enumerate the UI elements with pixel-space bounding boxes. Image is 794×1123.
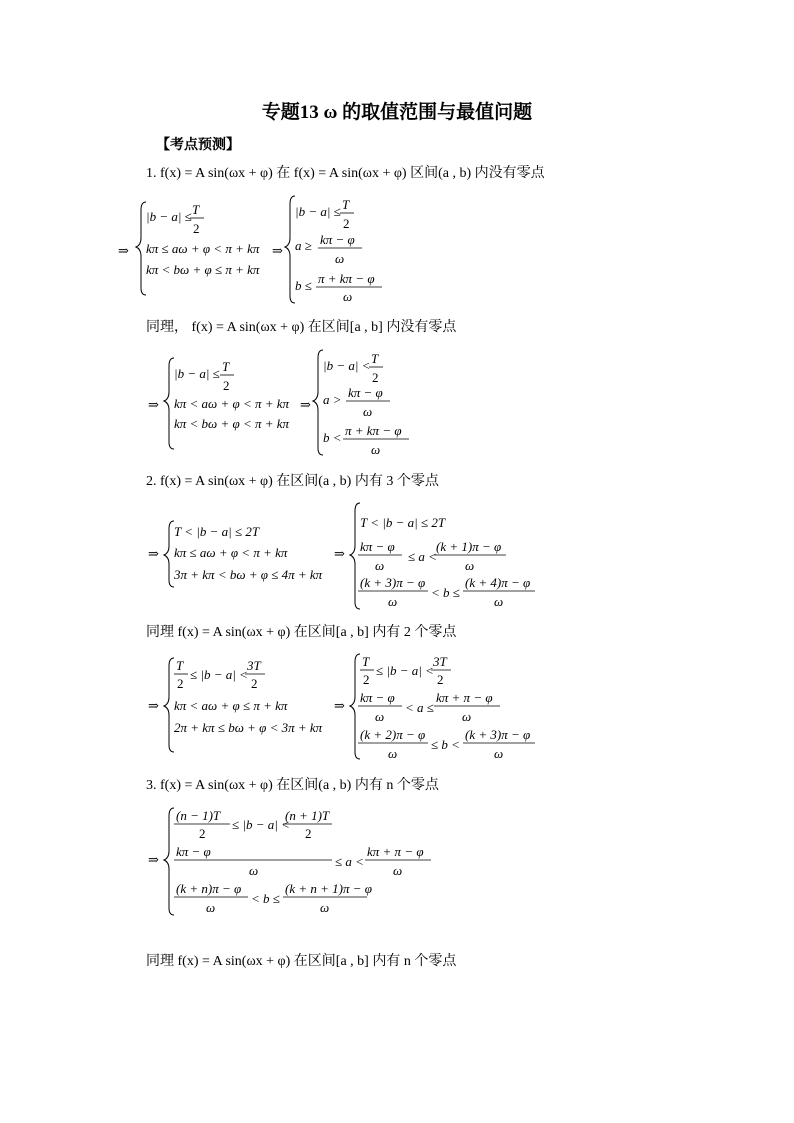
cond-abs-diff: |b − a| ≤ (295, 204, 341, 219)
frac-den-2: 2 (199, 826, 206, 841)
implies-arrow: ⇒ (334, 546, 345, 561)
frac-den-omega: ω (388, 594, 398, 609)
item-1-same-statement: 同理， f(x) = A sin(ωx + φ) 在区间[a , b] 内没有零点 (146, 320, 457, 335)
implies-arrow: ⇒ (148, 852, 159, 867)
frac-num-T: T (371, 351, 379, 366)
frac-num: (k + 3)π − φ (465, 727, 531, 742)
frac-den-omega: ω (462, 709, 472, 724)
b-bound: < b ≤ (251, 891, 280, 906)
frac-den-omega: ω (320, 900, 330, 915)
cond-a-range: kπ ≤ aω + φ < π + kπ (174, 545, 288, 560)
frac-num-3T: 3T (247, 658, 261, 673)
implies-arrow: ⇒ (148, 546, 159, 561)
implies-arrow: ⇒ (300, 397, 311, 412)
implies-arrow: ⇒ (272, 243, 283, 258)
b-bound: ≤ b < (431, 737, 460, 752)
b-bound: b ≤ (295, 278, 312, 293)
frac-num: (k + 1)π − φ (436, 539, 502, 554)
frac-num: (n + 1)T (285, 808, 330, 823)
cond-abs-diff: |b − a| < (323, 358, 371, 373)
left-brace (164, 808, 174, 915)
cond-abs-diff: T < |b − a| ≤ 2T (174, 524, 260, 539)
cond-a-range: kπ < aω + φ < π + kπ (174, 396, 290, 411)
item-2-same-statement: 同理 f(x) = A sin(ωx + φ) 在区间[a , b] 内有 2 个零点 (146, 625, 457, 640)
b-bound: b < (323, 430, 342, 445)
cond-abs-diff: ≤ |b − a| < (190, 667, 248, 682)
section-heading: 【考点预测】 (156, 138, 240, 153)
frac-den-omega: ω (494, 746, 504, 761)
frac-num-T: T (362, 654, 370, 669)
cond-abs-diff: |b − a| ≤ (146, 209, 192, 224)
frac-den-omega: ω (206, 900, 216, 915)
item-1-statement: 1. f(x) = A sin(ωx + φ) 在 f(x) = A sin(ωx + φ) 区间(a , b) 内没有零点 (146, 166, 545, 181)
cond-a-range: kπ < aω + φ ≤ π + kπ (174, 698, 288, 713)
frac-num: kπ + π − φ (436, 690, 493, 705)
frac-num-T: T (342, 197, 350, 212)
cond-abs-diff: ≤ |b − a| < (376, 663, 434, 678)
frac-num: kπ − φ (348, 385, 383, 400)
frac-num: (k + n)π − φ (176, 881, 242, 896)
frac-num-T: T (222, 359, 230, 374)
frac-den-omega: ω (465, 558, 475, 573)
frac-den-omega: ω (393, 863, 403, 878)
cond-b-range: 3π + kπ < bω + φ ≤ 4π + kπ (174, 567, 323, 582)
cond-abs-diff: ≤ |b − a| < (232, 817, 290, 832)
page-title: 专题13 ω 的取值范围与最值问题 (261, 102, 533, 123)
implies-arrow: ⇒ (118, 243, 129, 258)
frac-den-2: 2 (193, 221, 200, 236)
frac-den-2: 2 (372, 370, 379, 385)
frac-den-2: 2 (177, 676, 184, 691)
frac-num: kπ + π − φ (367, 844, 424, 859)
frac-num: π + kπ − φ (345, 423, 402, 438)
frac-num: (k + 4)π − φ (465, 575, 531, 590)
frac-den-omega: ω (343, 289, 353, 304)
frac-num: (k + 2)π − φ (360, 727, 426, 742)
item-3-statement: 3. f(x) = A sin(ωx + φ) 在区间(a , b) 内有 n 个零点 (146, 778, 439, 793)
frac-num: kπ − φ (320, 232, 355, 247)
implies-arrow: ⇒ (148, 698, 159, 713)
frac-den-omega: ω (371, 442, 381, 457)
frac-den-omega: ω (363, 404, 373, 419)
frac-den-omega: ω (388, 746, 398, 761)
frac-den-omega: ω (249, 863, 259, 878)
frac-num: π + kπ − φ (318, 271, 375, 286)
frac-den-2: 2 (437, 672, 444, 687)
frac-num: kπ − φ (360, 690, 395, 705)
frac-den-2: 2 (363, 672, 370, 687)
implies-arrow: ⇒ (334, 698, 345, 713)
frac-num: kπ − φ (176, 844, 211, 859)
frac-den-2: 2 (305, 826, 312, 841)
cond-a-range: kπ ≤ aω + φ < π + kπ (146, 241, 260, 256)
a-bound: a > (323, 392, 342, 407)
frac-den-2: 2 (251, 676, 258, 691)
b-bound: < b ≤ (431, 585, 460, 600)
frac-num: (k + 3)π − φ (360, 575, 426, 590)
frac-den-2: 2 (343, 216, 350, 231)
cond-b-range: kπ < bω + φ < π + kπ (174, 416, 290, 431)
frac-den-omega: ω (494, 594, 504, 609)
frac-den-omega: ω (335, 251, 345, 266)
frac-num: kπ − φ (360, 539, 395, 554)
a-bound: ≤ a < (408, 549, 437, 564)
cond-b-range: kπ < bω + φ ≤ π + kπ (146, 262, 260, 277)
a-bound: < a ≤ (405, 700, 434, 715)
frac-den-2: 2 (223, 378, 230, 393)
frac-num: (n − 1)T (176, 808, 221, 823)
frac-num: (k + n + 1)π − φ (285, 881, 372, 896)
cond-abs-diff: |b − a| ≤ (174, 366, 220, 381)
cond-b-range: 2π + kπ ≤ bω + φ < 3π + kπ (174, 720, 323, 735)
frac-num-T: T (176, 658, 184, 673)
frac-den-omega: ω (375, 558, 385, 573)
item-3-same-statement: 同理 f(x) = A sin(ωx + φ) 在区间[a , b] 内有 n 个零点 (146, 954, 457, 969)
a-bound: ≤ a < (335, 854, 364, 869)
frac-den-omega: ω (375, 709, 385, 724)
frac-num-3T: 3T (433, 654, 447, 669)
cond-abs-diff: T < |b − a| ≤ 2T (360, 515, 446, 530)
a-bound: a ≥ (295, 238, 312, 253)
item-2-statement: 2. f(x) = A sin(ωx + φ) 在区间(a , b) 内有 3 个零点 (146, 474, 439, 489)
implies-arrow: ⇒ (148, 397, 159, 412)
frac-num-T: T (192, 202, 200, 217)
